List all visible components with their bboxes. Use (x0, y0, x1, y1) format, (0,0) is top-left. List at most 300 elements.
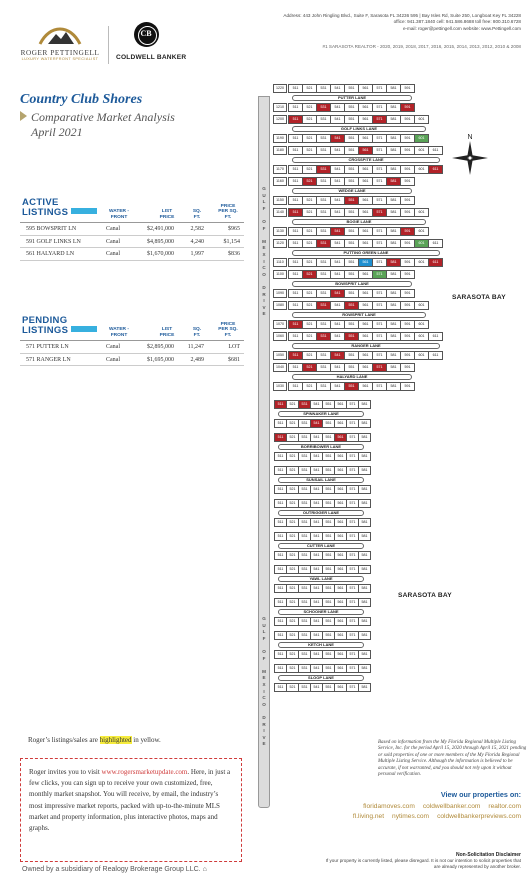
map-lot: 601 (414, 351, 429, 360)
map-lot: 581 (386, 332, 401, 341)
map-lot: 511 (288, 196, 303, 205)
map-lot: 581 (386, 270, 401, 279)
map-lot: 581 (358, 631, 371, 640)
map-lot: 571 (372, 165, 387, 174)
map-lot: 571 (346, 631, 359, 640)
map-lot: 581 (386, 227, 401, 236)
map-lot: 541 (310, 499, 323, 508)
map-lot: 511 (288, 351, 303, 360)
map-lot: 541 (330, 301, 345, 310)
map-lot: 561 (334, 650, 347, 659)
price-cell: $1,670,000 (147, 251, 174, 257)
map-lot: 521 (286, 598, 299, 607)
map-lot: 581 (358, 683, 371, 692)
map-lot: 591 (400, 134, 415, 143)
map-lot: 541 (330, 363, 345, 372)
map-lot: 571 (346, 551, 359, 560)
map-lot: 591 (400, 196, 415, 205)
equal-housing-icon: ⌂ (202, 866, 207, 873)
map-lot: 531 (316, 208, 331, 217)
map-lot: 581 (386, 301, 401, 310)
map-lot: 541 (330, 258, 345, 267)
map-lane: GOLF LINKS LANE (292, 126, 426, 132)
map-lot: 551 (344, 196, 359, 205)
map-lot: 551 (344, 289, 359, 298)
map-side-lot: 1210 (273, 103, 287, 112)
map-lot: 581 (358, 485, 371, 494)
map-lot: 571 (372, 258, 387, 267)
highlight-note (28, 736, 161, 744)
map-lot: 571 (372, 134, 387, 143)
ownership-text: Owned by a subsidiary of Realogy Brokerage Group LLC. (22, 866, 201, 873)
map-side-lot: 1030 (273, 382, 287, 391)
map-lot: 581 (386, 258, 401, 267)
map-lot: 521 (286, 485, 299, 494)
map-lot: 571 (372, 84, 387, 93)
property-site-link[interactable]: coldwellbankerpreviews.com (437, 813, 521, 820)
map-lot: 541 (310, 584, 323, 593)
map-lot: 591 (400, 84, 415, 93)
neighborhood-map (252, 76, 526, 814)
map-lot: 541 (330, 146, 345, 155)
map-lot: 511 (288, 258, 303, 267)
map-lot: 581 (386, 289, 401, 298)
map-lot: 511 (288, 270, 303, 279)
map-lot: 561 (358, 332, 373, 341)
map-lot: 521 (302, 103, 317, 112)
map-lot: 571 (346, 617, 359, 626)
map-lane: HALYARD LANE (292, 374, 412, 380)
map-side-lot: 1120 (273, 239, 287, 248)
map-lot: 611 (428, 258, 443, 267)
map-lane: CUTTER LANE (278, 543, 364, 549)
address-cell: 595 BOWSPRIT LN (26, 226, 77, 232)
map-lot: 571 (346, 433, 359, 442)
map-lot: 521 (286, 433, 299, 442)
map-side-lot: 1200 (273, 115, 287, 124)
non-solicitation (321, 852, 521, 870)
map-lot: 591 (400, 301, 415, 310)
map-lot: 551 (322, 584, 335, 593)
waterfront-cell: Canal (106, 356, 120, 363)
map-lot: 561 (334, 518, 347, 527)
map-lot: 561 (358, 320, 373, 329)
map-lot: 571 (372, 115, 387, 124)
map-lot: 511 (288, 103, 303, 112)
contact-web[interactable]: e-mail: roger@pettingell.com website: www.Pettingell.com (402, 25, 521, 31)
brand-name: ROGER PETTINGELL (20, 49, 100, 57)
map-lot: 551 (344, 134, 359, 143)
table-row (20, 341, 244, 354)
map-lot: 571 (346, 565, 359, 574)
map-lot: 561 (358, 227, 373, 236)
map-lot: 581 (358, 419, 371, 428)
map-lot: 531 (316, 351, 331, 360)
map-lot: 571 (372, 196, 387, 205)
map-lot: 541 (330, 351, 345, 360)
map-lot: 551 (344, 363, 359, 372)
map-lot: 551 (344, 227, 359, 236)
market-update-link[interactable]: www.rogersmarketupdate.com (101, 768, 188, 776)
map-lot: 561 (358, 363, 373, 372)
col-sqft: SQ. FT. (192, 209, 202, 220)
map-lot: 561 (334, 419, 347, 428)
map-lot: 571 (372, 301, 387, 310)
note-highlight: highlighted (99, 736, 132, 744)
map-lot: 581 (358, 452, 371, 461)
map-lot: 531 (316, 289, 331, 298)
map-lane: KETCH LANE (278, 642, 364, 648)
map-lot: 561 (358, 146, 373, 155)
map-lot: 521 (302, 196, 317, 205)
map-lot: 561 (358, 351, 373, 360)
map-lot: 591 (400, 332, 415, 341)
map-lot: 511 (274, 466, 287, 475)
map-lot: 541 (330, 332, 345, 341)
map-lot: 521 (286, 499, 299, 508)
map-lot: 571 (346, 598, 359, 607)
map-lot: 521 (302, 115, 317, 124)
map-lot: 511 (288, 363, 303, 372)
solicit-title: Non-Solicitation Disclaimer (455, 852, 521, 858)
map-lot: 571 (372, 320, 387, 329)
price-per-sqft-cell: $965 (228, 226, 240, 232)
map-lot: 541 (330, 320, 345, 329)
waterfront-cell: Canal (106, 226, 120, 232)
map-lot: 571 (372, 382, 387, 391)
map-lot: 581 (358, 499, 371, 508)
map-lot: 531 (298, 466, 311, 475)
map-side-lot: 1080 (273, 301, 287, 310)
map-lot: 521 (302, 146, 317, 155)
map-lot: 591 (400, 146, 415, 155)
map-lot: 521 (302, 227, 317, 236)
map-lot: 521 (302, 239, 317, 248)
map-lot: 511 (274, 650, 287, 659)
map-lot: 511 (274, 452, 287, 461)
map-lot: 551 (322, 419, 335, 428)
map-lot: 521 (302, 165, 317, 174)
map-lot: 531 (298, 598, 311, 607)
map-lot: 551 (344, 165, 359, 174)
broker-name: COLDWELL BANKER (116, 54, 187, 61)
invite-text: Roger invites you to visit (29, 768, 102, 776)
map-lot: 591 (400, 227, 415, 236)
table-row (20, 236, 244, 249)
address-cell: 571 RANGER LN (26, 356, 71, 363)
property-site-link[interactable]: fl.living.net (352, 813, 385, 820)
map-lot: 571 (372, 177, 387, 186)
map-lot: 551 (344, 258, 359, 267)
property-site-link[interactable]: coldwellbanker.com (422, 803, 481, 810)
map-side-lot: 1190 (273, 134, 287, 143)
gulf-drive-label-lower: G U L F O F M E X I C O D R I V E (262, 616, 266, 747)
gulf-drive-label-upper: G U L F O F M E X I C O D R I V E (262, 186, 266, 317)
mountain-logo-icon (36, 22, 84, 48)
sqft-cell: 2,489 (190, 356, 204, 363)
map-lane: SCHOONER LANE (278, 609, 364, 615)
invite-text-rest: . Here, in just a few clicks, you can sign up to receive your own customized, free, monthly market snapshot. You will receive, by email, the industry’s most impressive market reports, packed with up-to-the-minute MLS market and property information, plus interactive photos, maps and graphs. (29, 768, 231, 833)
map-lot: 521 (286, 419, 299, 428)
map-lot: 511 (288, 84, 303, 93)
map-lot: 571 (346, 532, 359, 541)
map-lot: 531 (316, 227, 331, 236)
active-heading-line1: ACTIVE (22, 197, 59, 208)
map-lot: 531 (316, 196, 331, 205)
ownership-footer (22, 866, 207, 873)
map-lot: 531 (298, 617, 311, 626)
waterfront-cell: Canal (106, 238, 120, 245)
map-lot: 541 (330, 227, 345, 236)
map-lot: 531 (298, 518, 311, 527)
realtor-awards: #1 SARASOTA REALTOR - 2020, 2019, 2018, 2017, 2016, 2015, 2014, 2013, 2012, 2010 & 2008 (322, 44, 521, 49)
map-lot: 521 (286, 551, 299, 560)
map-lot: 531 (316, 301, 331, 310)
map-lot: 541 (310, 452, 323, 461)
map-lane: PUTTER LANE (292, 95, 412, 101)
map-lot: 541 (310, 551, 323, 560)
map-lot: 521 (286, 518, 299, 527)
report-date: April 2021 (31, 125, 83, 139)
col-price-per-sqft: PRICE PER SQ. FT. (218, 321, 238, 338)
map-lot: 541 (310, 532, 323, 541)
map-lot: 581 (358, 551, 371, 560)
map-lot: 551 (344, 270, 359, 279)
map-lot: 581 (386, 103, 401, 112)
col-list-price: LIST PRICE (159, 209, 175, 220)
map-lot: 521 (302, 289, 317, 298)
map-lot: 581 (358, 518, 371, 527)
map-lot: 511 (288, 239, 303, 248)
map-lot: 581 (386, 382, 401, 391)
sqft-cell: 2,582 (190, 226, 204, 232)
map-lot: 591 (400, 177, 415, 186)
sqft-cell: 4,240 (190, 238, 204, 245)
map-lot: 521 (302, 301, 317, 310)
map-lane: YAWL LANE (278, 576, 364, 582)
properties-title: View our properties on: (440, 790, 521, 799)
map-lot: 531 (298, 485, 311, 494)
map-lot: 561 (358, 258, 373, 267)
map-lot: 581 (386, 320, 401, 329)
map-lot: 601 (414, 301, 429, 310)
map-lot: 551 (322, 631, 335, 640)
map-lot: 561 (358, 301, 373, 310)
map-side-lot: 1090 (273, 289, 287, 298)
map-lot: 591 (400, 239, 415, 248)
contact-block (241, 13, 521, 32)
map-lot: 581 (358, 650, 371, 659)
map-lot: 521 (286, 631, 299, 640)
map-lot: 511 (288, 332, 303, 341)
map-lot: 511 (274, 631, 287, 640)
map-side-lot: 1100 (273, 270, 287, 279)
map-lot: 551 (322, 650, 335, 659)
map-lane: SPINNAKER LANE (278, 411, 364, 417)
map-lot: 541 (330, 239, 345, 248)
map-lot: 561 (358, 382, 373, 391)
map-lot: 571 (346, 466, 359, 475)
map-lot: 511 (288, 115, 303, 124)
map-side-lot: 1220 (273, 84, 287, 93)
property-site-link[interactable]: nytimes.com (392, 813, 430, 820)
map-lot: 531 (298, 400, 311, 409)
map-lot: 561 (358, 177, 373, 186)
map-lot: 561 (334, 551, 347, 560)
map-lot: 521 (302, 177, 317, 186)
map-lot: 561 (358, 84, 373, 93)
map-lot: 541 (310, 565, 323, 574)
map-lot: 591 (400, 258, 415, 267)
map-lot: 551 (344, 115, 359, 124)
map-lane: BOWSPRIT LANE (292, 281, 412, 287)
map-lot: 541 (330, 115, 345, 124)
map-lot: 531 (316, 270, 331, 279)
map-lot: 531 (316, 165, 331, 174)
map-lot: 561 (334, 400, 347, 409)
map-lot: 581 (386, 239, 401, 248)
waterfront-cell: Canal (106, 251, 120, 257)
map-lot: 511 (274, 565, 287, 574)
map-lane: OUTRIGGER LANE (278, 510, 364, 516)
map-lot: 561 (334, 452, 347, 461)
map-side-lot: 1070 (273, 320, 287, 329)
col-price-per-sqft: PRICE PER SQ. FT. (218, 203, 238, 220)
map-lot: 531 (316, 332, 331, 341)
map-lot: 561 (358, 165, 373, 174)
map-lot: 511 (274, 433, 287, 442)
map-lot: 551 (322, 499, 335, 508)
map-lot: 561 (334, 584, 347, 593)
map-lane: SLOOP LANE (278, 675, 364, 681)
map-lot: 581 (386, 146, 401, 155)
map-side-lot: 1110 (273, 258, 287, 267)
map-lot: 511 (288, 177, 303, 186)
map-lot: 541 (330, 134, 345, 143)
col-list-price: LIST PRICE (159, 327, 175, 338)
price-cell: $2,491,000 (147, 226, 174, 232)
map-lot: 541 (330, 270, 345, 279)
map-lot: 521 (286, 650, 299, 659)
map-lot: 551 (322, 518, 335, 527)
map-lot: 521 (286, 584, 299, 593)
map-lot: 551 (322, 598, 335, 607)
map-lot: 551 (344, 177, 359, 186)
map-lot: 511 (274, 419, 287, 428)
map-lot: 601 (414, 165, 429, 174)
sarasota-bay-label: SARASOTA BAY (398, 592, 452, 599)
map-lot: 571 (346, 400, 359, 409)
map-lot: 591 (400, 115, 415, 124)
map-lot: 511 (274, 518, 287, 527)
map-lot: 541 (330, 196, 345, 205)
map-lot: 521 (286, 565, 299, 574)
page-title: Country Club Shores (20, 92, 143, 107)
map-lot: 531 (298, 551, 311, 560)
map-lot: 531 (316, 84, 331, 93)
map-lot: 541 (330, 165, 345, 174)
map-lane: BOGIE LANE (292, 219, 426, 225)
map-lot: 511 (274, 584, 287, 593)
cb-seal-icon: CB (134, 22, 159, 47)
map-lot: 571 (346, 664, 359, 673)
map-lane: CROSSPITE LANE (292, 157, 440, 163)
map-lot: 581 (386, 363, 401, 372)
contact-phones: office: 941.387.1840 cell: 941.586.8688 toll free: 800.310.6728 (393, 19, 521, 25)
map-lot: 541 (310, 433, 323, 442)
property-site-link[interactable]: floridamoves.com (363, 803, 415, 810)
map-lot: 561 (358, 289, 373, 298)
map-lot: 531 (316, 320, 331, 329)
map-lot: 561 (334, 565, 347, 574)
active-heading (22, 198, 97, 218)
map-lot: 541 (330, 382, 345, 391)
map-lot: 561 (334, 617, 347, 626)
price-per-sqft-cell: $1,154 (223, 238, 240, 245)
map-lot: 541 (310, 400, 323, 409)
map-lot: 541 (310, 617, 323, 626)
compass-rose-icon (448, 132, 492, 180)
map-lot: 551 (322, 433, 335, 442)
map-lot: 571 (372, 332, 387, 341)
map-lot: 521 (286, 532, 299, 541)
map-lot: 581 (358, 664, 371, 673)
map-lot: 551 (344, 103, 359, 112)
map-lot: 581 (358, 532, 371, 541)
map-side-lot: 1040 (273, 363, 287, 372)
map-lot: 591 (400, 208, 415, 217)
note-text-end: in yellow. (131, 736, 161, 744)
map-lot: 551 (344, 239, 359, 248)
map-lane: BORRIBOWER LANE (278, 444, 364, 450)
map-side-lot: 1160 (273, 177, 287, 186)
brand-tagline: LUXURY WATERFRONT SPECIALIST (21, 57, 99, 61)
map-lot: 561 (334, 631, 347, 640)
map-lot: 531 (298, 650, 311, 659)
map-lot: 521 (302, 320, 317, 329)
map-lot: 561 (334, 433, 347, 442)
map-lot: 581 (386, 351, 401, 360)
map-lot: 561 (334, 598, 347, 607)
map-lot: 521 (286, 466, 299, 475)
map-lot: 561 (358, 115, 373, 124)
map-lot: 531 (298, 532, 311, 541)
map-side-lot: 1050 (273, 351, 287, 360)
price-per-sqft-cell: $681 (228, 356, 240, 363)
property-site-link[interactable]: realtor.com (488, 803, 521, 810)
map-lot: 511 (274, 532, 287, 541)
map-lot: 611 (428, 239, 443, 248)
map-lot: 571 (372, 146, 387, 155)
map-side-lot: 1170 (273, 165, 287, 174)
map-lot: 521 (302, 351, 317, 360)
map-lot: 541 (330, 177, 345, 186)
map-lot: 521 (286, 400, 299, 409)
triangle-bullet-icon (20, 111, 27, 121)
map-lot: 551 (322, 565, 335, 574)
map-lot: 571 (346, 485, 359, 494)
map-lot: 571 (372, 227, 387, 236)
map-lot: 571 (372, 208, 387, 217)
map-lot: 551 (344, 301, 359, 310)
map-lot: 591 (400, 103, 415, 112)
map-lot: 591 (400, 351, 415, 360)
map-lot: 531 (316, 239, 331, 248)
map-lot: 551 (322, 532, 335, 541)
address-cell: 571 PUTTER LN (26, 344, 69, 350)
map-lot: 531 (316, 134, 331, 143)
map-lot: 521 (302, 363, 317, 372)
